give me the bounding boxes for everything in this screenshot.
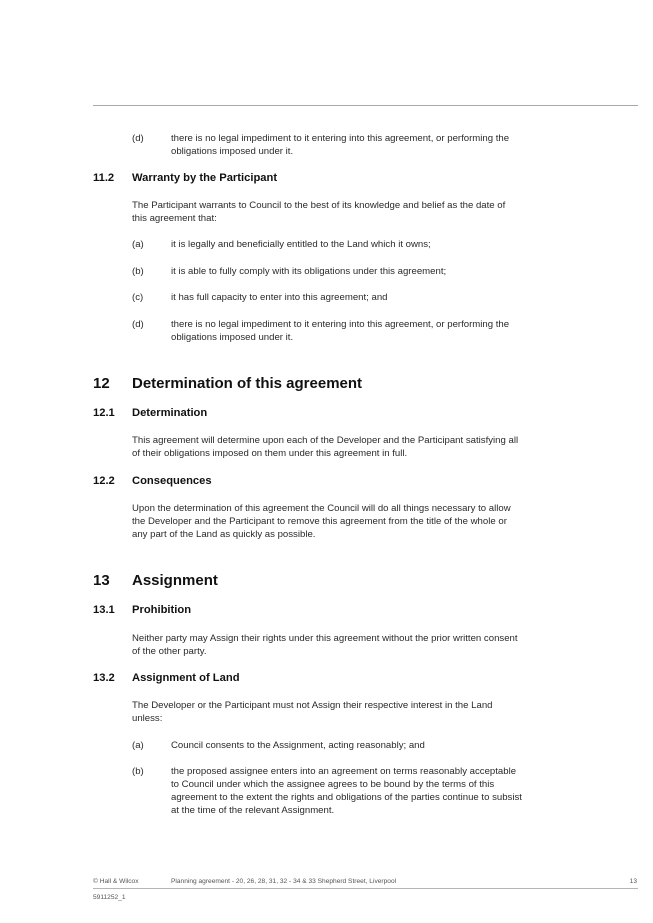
clause-heading: Determination — [132, 407, 208, 419]
header-rule — [93, 105, 638, 106]
list-item-label: (c) — [132, 292, 144, 303]
clause-paragraph: Neither party may Assign their rights under this agreement without the prior written consent of the other party. — [132, 633, 518, 657]
list-item-text: Council consents to the Assignment, acting reasonably; and — [171, 740, 425, 751]
section-number: 12 — [93, 375, 110, 392]
clause-paragraph: Upon the determination of this agreement the Council will do all things necessary to allow the Developer and the Participant to remove this agreement from the title of the whole or any part of the Land as quickly as possible. — [132, 503, 511, 540]
clause-heading: Assignment of Land — [132, 672, 240, 684]
list-item-text: it is legally and beneficially entitled to the Land which it owns; — [171, 239, 431, 250]
clause-number: 12.1 — [93, 407, 115, 419]
section-heading: Determination of this agreement — [132, 375, 363, 392]
footer-rule — [93, 888, 638, 889]
footer-doc-ref: 5911252_1 — [93, 894, 126, 901]
clause-paragraph: The Developer or the Participant must not Assign their respective interest in the Land unless: — [132, 700, 493, 724]
footer-document-title: Planning agreement - 20, 26, 28, 31, 32 - 34 & 33 Shepherd Street, Liverpool — [171, 878, 397, 885]
footer-page-number: 13 — [629, 878, 637, 885]
clause-number: 13.2 — [93, 672, 115, 684]
section-number: 13 — [93, 572, 110, 589]
clause-paragraph: The Participant warrants to Council to the best of its knowledge and belief as the date of this agreement that: — [132, 200, 506, 224]
list-item-label: (d) — [132, 319, 144, 330]
clause-heading: Consequences — [132, 475, 212, 487]
list-item-text: the proposed assignee enters into an agreement on terms reasonably acceptable to Council under which the assignee agrees to be bound by the terms of this agreement to the extent the rights and obligations of the parties continue to subsist at the time of the relevant Assignment. — [171, 766, 522, 816]
list-item-label: (b) — [132, 266, 144, 277]
clause-number: 11.2 — [93, 172, 115, 184]
clause-number: 12.2 — [93, 475, 115, 487]
list-item-label: (a) — [132, 239, 144, 250]
list-item-text: it has full capacity to enter into this agreement; and — [171, 292, 388, 303]
clause-paragraph: This agreement will determine upon each of the Developer and the Participant satisfying all of their obligations imposed on them under this agreement in full. — [132, 435, 519, 459]
list-item-label: (a) — [132, 740, 144, 751]
section-heading: Assignment — [132, 572, 218, 589]
footer-firm: © Hall & Wilcox — [93, 878, 139, 885]
list-item-label: (d) — [132, 133, 144, 144]
list-item-text: it is able to fully comply with its obligations under this agreement; — [171, 266, 447, 277]
list-item-text: there is no legal impediment to it entering into this agreement, or performing the obligations imposed under it. — [171, 133, 510, 157]
list-item-label: (b) — [132, 766, 144, 777]
clause-heading: Warranty by the Participant — [132, 172, 278, 184]
clause-number: 13.1 — [93, 604, 115, 616]
clause-heading: Prohibition — [132, 604, 192, 616]
list-item-text: there is no legal impediment to it entering into this agreement, or performing the obligations imposed under it. — [171, 319, 510, 343]
